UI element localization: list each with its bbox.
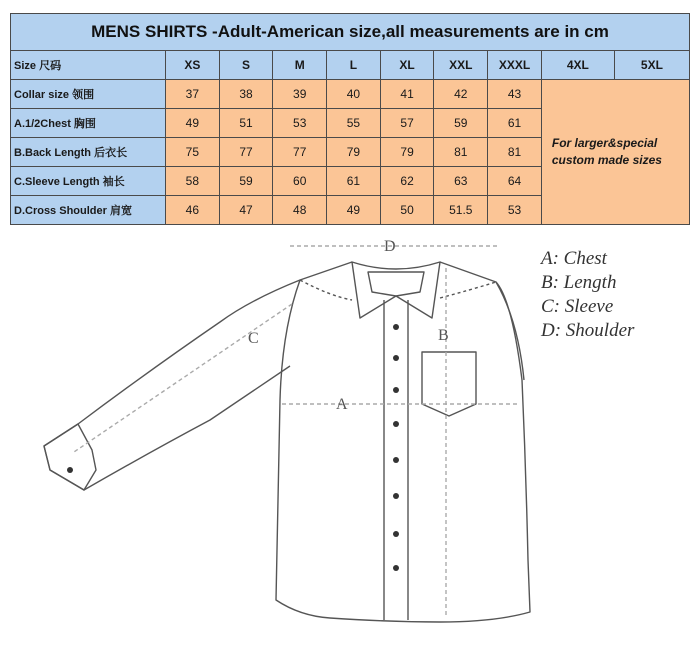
table-cell: 75	[166, 138, 220, 167]
row-label-sleeve: C.Sleeve Length 袖长	[11, 167, 166, 196]
table-cell: 51.5	[434, 196, 488, 225]
cuff-button	[67, 467, 73, 473]
collar-band	[368, 272, 424, 296]
button-group	[67, 324, 399, 571]
table-cell: 62	[380, 167, 434, 196]
table-cell: 40	[327, 80, 381, 109]
table-cell: 47	[219, 196, 273, 225]
table-cell: 57	[380, 109, 434, 138]
shirt-button	[393, 355, 399, 361]
table-cell: 46	[166, 196, 220, 225]
table-cell: 64	[488, 167, 542, 196]
shirt-button	[393, 324, 399, 330]
size-4xl: 4XL	[541, 51, 614, 80]
sleeve-cuff	[44, 424, 96, 490]
table-cell: 43	[488, 80, 542, 109]
table-cell: 79	[380, 138, 434, 167]
row-label-shoulder: D.Cross Shoulder 肩宽	[11, 196, 166, 225]
table-cell: 42	[434, 80, 488, 109]
shirt-button	[393, 457, 399, 463]
size-5xl: 5XL	[614, 51, 689, 80]
table-cell: 81	[434, 138, 488, 167]
table-cell: 41	[380, 80, 434, 109]
size-l: L	[327, 51, 381, 80]
shirt-button	[393, 387, 399, 393]
marker-d: D	[384, 238, 396, 255]
table-title: MENS SHIRTS -Adult-American size,all measurements are in cm	[11, 14, 690, 51]
size-m: M	[273, 51, 327, 80]
shirt-button	[393, 531, 399, 537]
table-cell: 48	[273, 196, 327, 225]
table-cell: 49	[327, 196, 381, 225]
table-cell: 50	[380, 196, 434, 225]
table-cell: 39	[273, 80, 327, 109]
size-s: S	[219, 51, 273, 80]
size-xs: XS	[166, 51, 220, 80]
legend-sleeve: C: Sleeve	[541, 296, 614, 317]
table-cell: 51	[219, 109, 273, 138]
legend-chest: A: Chest	[541, 248, 607, 269]
custom-size-note: For larger&special custom made sizes	[541, 80, 689, 225]
table-cell: 77	[273, 138, 327, 167]
table-cell: 81	[488, 138, 542, 167]
row-label-chest: A.1/2Chest 胸围	[11, 109, 166, 138]
measurement-legend	[541, 247, 634, 343]
table-cell: 37	[166, 80, 220, 109]
size-xxl: XXL	[434, 51, 488, 80]
left-sleeve-outline	[44, 280, 300, 490]
table-cell: 60	[273, 167, 327, 196]
table-cell: 59	[434, 109, 488, 138]
marker-b: B	[438, 327, 449, 344]
chest-pocket	[422, 352, 476, 416]
table-cell: 55	[327, 109, 381, 138]
marker-c: C	[248, 330, 259, 347]
table-cell: 79	[327, 138, 381, 167]
marker-a: A	[336, 396, 348, 413]
row-label-length: B.Back Length 后衣长	[11, 138, 166, 167]
shirt-button	[393, 493, 399, 499]
legend-length: B: Length	[541, 272, 617, 293]
shirt-body-outline	[276, 262, 530, 622]
sleeve-guide	[74, 304, 292, 452]
size-xxxl: XXXL	[488, 51, 542, 80]
size-label: Size 尺码	[11, 51, 166, 80]
legend-shoulder: D: Shoulder	[541, 320, 635, 341]
table-cell: 49	[166, 109, 220, 138]
shirt-button	[393, 565, 399, 571]
shirt-diagram	[0, 228, 540, 648]
table-cell: 61	[327, 167, 381, 196]
table-cell: 63	[434, 167, 488, 196]
row-label-collar: Collar size 领围	[11, 80, 166, 109]
table-cell: 38	[219, 80, 273, 109]
table-cell: 61	[488, 109, 542, 138]
table-cell: 77	[219, 138, 273, 167]
shirt-button	[393, 421, 399, 427]
table-cell: 53	[273, 109, 327, 138]
table-cell: 58	[166, 167, 220, 196]
size-header-row	[11, 51, 690, 80]
table-cell: 59	[219, 167, 273, 196]
size-chart-table	[10, 13, 690, 225]
size-xl: XL	[380, 51, 434, 80]
collar-outline	[352, 262, 440, 318]
table-cell: 53	[488, 196, 542, 225]
table-row	[11, 80, 690, 109]
